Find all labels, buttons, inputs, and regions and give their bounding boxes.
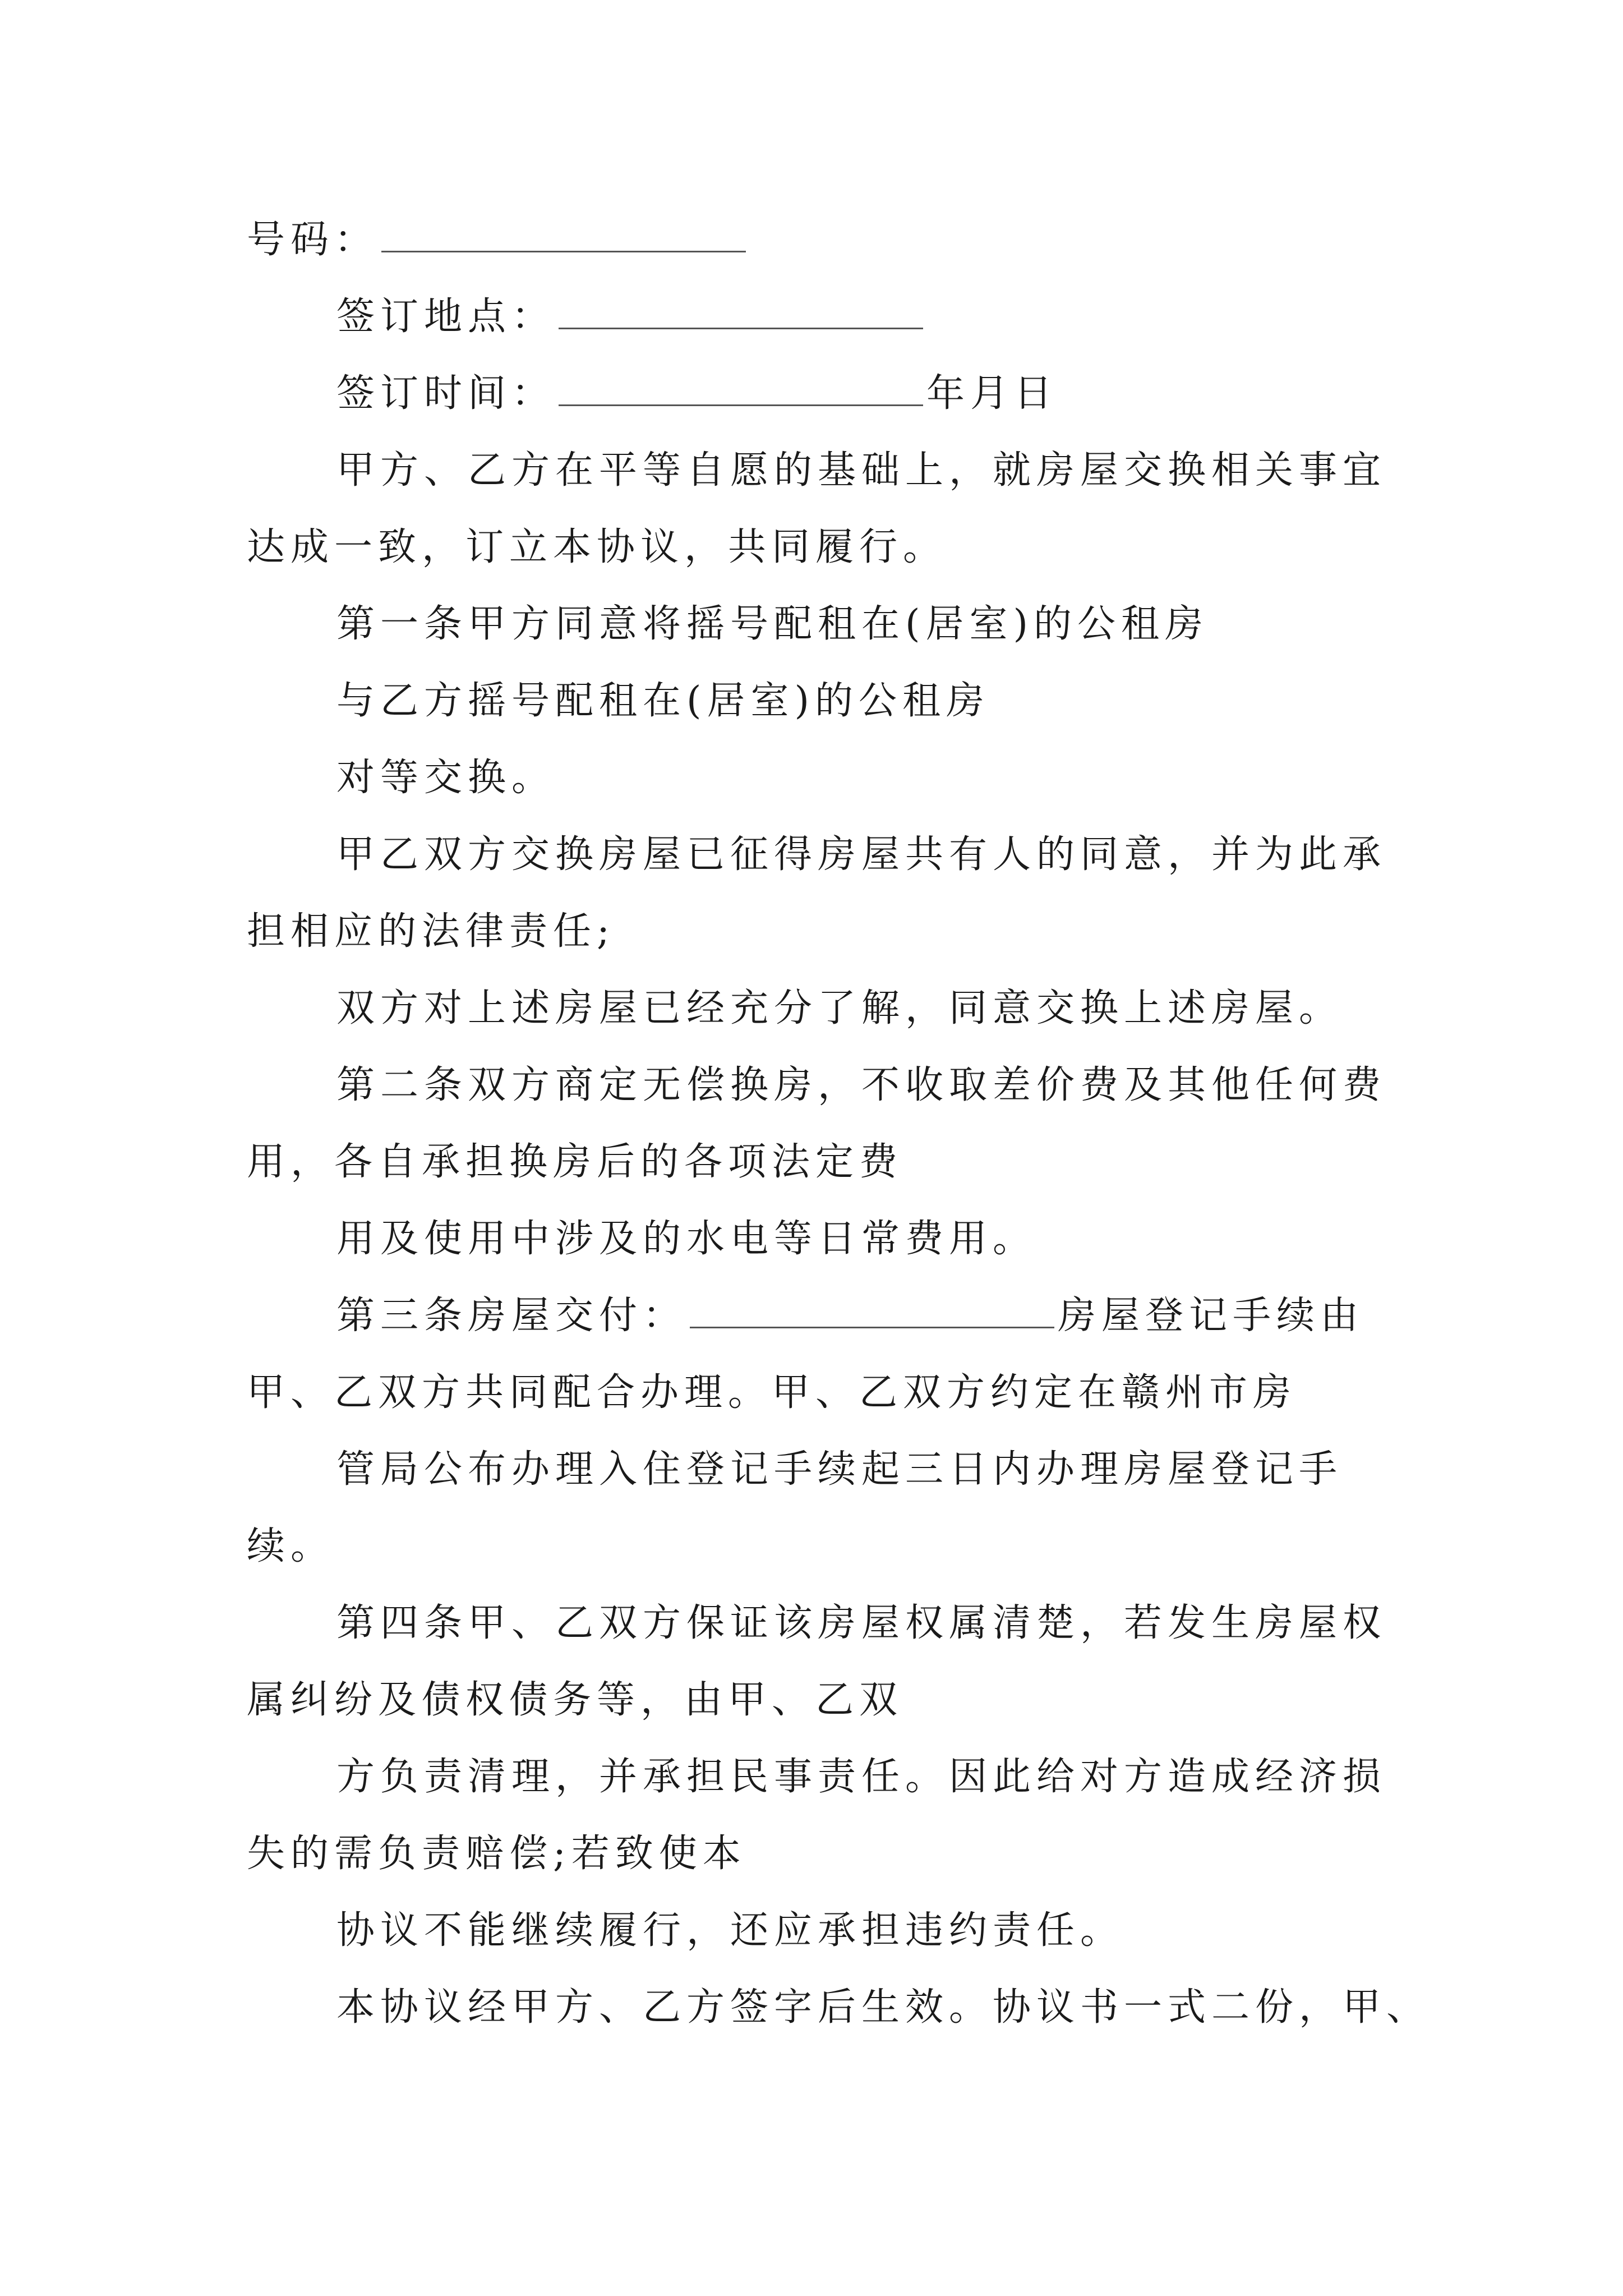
field-number xyxy=(247,215,749,265)
paragraph-line: 第二条双方商定无偿换房，不收取差价费及其他任何费 xyxy=(336,1063,1387,1107)
paragraph-line: 对等交换。 xyxy=(336,756,556,800)
field-label: 号码： xyxy=(247,218,379,262)
paragraph-line: 甲方、乙方在平等自愿的基础上，就房屋交换相关事宜 xyxy=(336,448,1387,493)
paragraph-line: 属纠纷及债权债务等，由甲、乙双 xyxy=(247,1678,903,1722)
field-label: 签订地点： xyxy=(336,295,556,339)
paragraph-line: 甲乙双方交换房屋已征得房屋共有人的同意，并为此承 xyxy=(336,832,1387,877)
field-signing-place xyxy=(336,292,926,342)
blank-underline[interactable] xyxy=(381,218,746,252)
paragraph-line: 担相应的法律责任; xyxy=(247,909,615,954)
paragraph-line: 与乙方摇号配租在(居室)的公租房 xyxy=(336,679,990,723)
field-signing-time xyxy=(336,369,1058,419)
blank-underline[interactable] xyxy=(690,1294,1054,1328)
paragraph-line: 双方对上述房屋已经充分了解，同意交换上述房屋。 xyxy=(336,986,1343,1030)
paragraph-line: 用及使用中涉及的水电等日常费用。 xyxy=(336,1217,1037,1261)
field-suffix: 房屋登记手续由 xyxy=(1058,1294,1364,1338)
field-label: 第三条房屋交付： xyxy=(336,1294,687,1338)
field-label: 签订时间： xyxy=(336,371,556,416)
paragraph-line: 管局公布办理入住登记手续起三日内办理房屋登记手 xyxy=(336,1447,1343,1492)
field-suffix: 年月日 xyxy=(926,371,1058,416)
paragraph-line: 本协议经甲方、乙方签字后生效。协议书一式二份，甲、 xyxy=(336,1985,1431,2030)
paragraph-line: 续。 xyxy=(247,1524,335,1568)
paragraph-line: 甲、乙双方共同配合办理。甲、乙双方约定在赣州市房 xyxy=(247,1370,1297,1415)
paragraph-line: 第一条甲方同意将摇号配租在(居室)的公租房 xyxy=(336,602,1209,646)
paragraph-line: 失的需负责赔偿;若致使本 xyxy=(247,1832,746,1876)
paragraph-line: 第四条甲、乙双方保证该房屋权属清楚，若发生房屋权 xyxy=(336,1601,1387,1645)
blank-underline[interactable] xyxy=(559,295,923,329)
article-three-delivery xyxy=(336,1291,1364,1341)
blank-underline[interactable] xyxy=(559,372,923,406)
paragraph-line: 协议不能继续履行，还应承担违约责任。 xyxy=(336,1908,1124,1953)
paragraph-line: 达成一致，订立本协议，共同履行。 xyxy=(247,525,947,569)
paragraph-line: 用，各自承担换房后的各项法定费 xyxy=(247,1140,903,1184)
paragraph-line: 方负责清理，并承担民事责任。因此给对方造成经济损 xyxy=(336,1755,1387,1799)
